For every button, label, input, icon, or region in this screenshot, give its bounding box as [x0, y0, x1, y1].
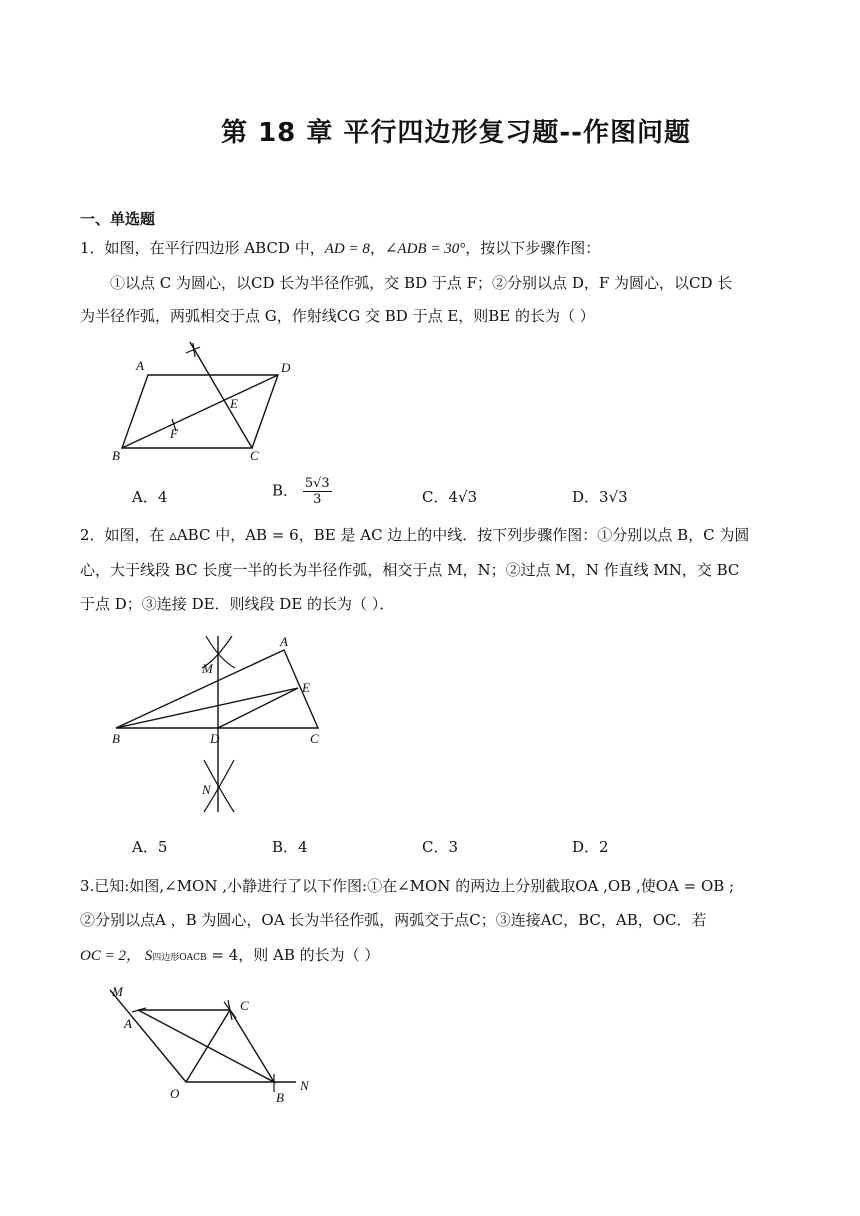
ray-cg — [190, 342, 252, 448]
q2-choice-a[interactable]: A．5 — [132, 838, 168, 856]
q1-choice-b-fraction — [303, 476, 332, 507]
label-n: N — [300, 1078, 309, 1093]
q1-line-2: ①以点 C 为圆心，以CD 长为半径作弧，交 BD 于点 F；②分别以点 D，F 为圆心，以CD 长 — [110, 274, 733, 292]
q1-line-1 — [80, 238, 600, 259]
q2-line-3: 于点 D；③连接 DE．则线段 DE 的长为（ ）． — [80, 595, 395, 613]
q1-choice-d-label: D． — [572, 488, 600, 506]
label-a: A — [124, 1016, 132, 1031]
label-f: F — [170, 426, 178, 441]
q1-math-angle: ∠ADB = 30° — [384, 241, 466, 257]
q3-line-3 — [80, 945, 379, 968]
q3-math-oc: OC = 2， S — [80, 948, 153, 964]
q2-line-2: 心，大于线段 BC 长度一半的长为半径作弧，相交于点 M，N；②过点 M，N 作直线 MN，交 BC — [80, 561, 740, 579]
triangle-abc — [116, 650, 318, 728]
label-c: C — [250, 448, 259, 463]
ray-om — [110, 990, 186, 1082]
q2-choice-d[interactable]: D．2 — [572, 838, 609, 856]
q2-choice-c[interactable]: C．3 — [422, 838, 459, 856]
q1-line-3: 为半径作弧，两弧相交于点 G，作射线CG 交 BD 于点 E，则BE 的长为（ ） — [80, 307, 595, 325]
label-b: B — [112, 731, 120, 746]
label-m: M — [112, 984, 123, 999]
q2-figure — [100, 630, 340, 820]
label-d: D — [210, 731, 220, 746]
label-d: D — [281, 360, 291, 375]
q2-choice-b[interactable]: B．4 — [272, 838, 308, 856]
triangle-acb — [138, 1010, 274, 1082]
label-e: E — [302, 680, 310, 695]
q1-choice-c[interactable] — [422, 486, 477, 507]
q1-choice-c-label: C． — [422, 488, 449, 506]
label-n: N — [202, 782, 211, 797]
label-a: A — [136, 358, 144, 373]
section-heading: 一、单选题 — [80, 210, 156, 228]
q1-choice-c-value: 4√3 — [448, 488, 478, 506]
q3-line-1: 3.已知:如图,∠MON ,小静进行了以下作图:①在∠MON 的两边上分别截取OA ,OB ,使OA = OB ; — [80, 877, 735, 895]
label-e: E — [230, 396, 238, 411]
q1-comma: ， — [369, 239, 385, 257]
segment-de — [218, 688, 298, 728]
median-be — [116, 688, 298, 728]
q1-choice-a[interactable]: A．4 — [132, 488, 168, 506]
diagonal-bd — [122, 375, 278, 448]
q1-figure — [100, 335, 300, 465]
label-m: M — [202, 661, 213, 676]
q3-text-end: = 4，则 AB 的长为（ ） — [206, 946, 380, 964]
fraction-numerator: 5√3 — [304, 476, 330, 491]
label-a: A — [280, 634, 288, 649]
label-b: B — [276, 1090, 284, 1105]
label-o: O — [170, 1086, 180, 1101]
q1-choice-b[interactable] — [272, 476, 332, 507]
q3-line-2: ②分别以点A ，B 为圆心，OA 长为半径作弧，两弧交于点C；③连接AC，BC，AB，OC．若 — [80, 911, 707, 929]
label-b: B — [112, 448, 120, 463]
q1-math-ad: AD = 8 — [324, 241, 370, 257]
q1-choice-d-value: 3√3 — [599, 488, 628, 506]
q1-choice-b-label: B． — [272, 481, 299, 500]
q1-text-end: ，按以下步骤作图： — [465, 239, 601, 257]
fraction-denominator: 3 — [313, 492, 322, 507]
q1-choice-d[interactable] — [572, 486, 628, 507]
segment-oc — [186, 1010, 230, 1082]
page-title: 第 18 章 平行四边形复习题--作图问题 — [221, 118, 691, 148]
q2-line-1: 2．如图，在 ▵ABC 中，AB = 6，BE 是 AC 边上的中线．按下列步骤作图：①分别以点 B，C 为圆 — [80, 526, 750, 544]
label-c: C — [240, 998, 249, 1013]
q3-figure — [104, 978, 334, 1108]
label-c: C — [310, 731, 319, 746]
q1-text: 1．如图，在平行四边形 ABCD 中， — [80, 239, 325, 257]
q3-subscript: 四边形OACB — [152, 953, 207, 963]
